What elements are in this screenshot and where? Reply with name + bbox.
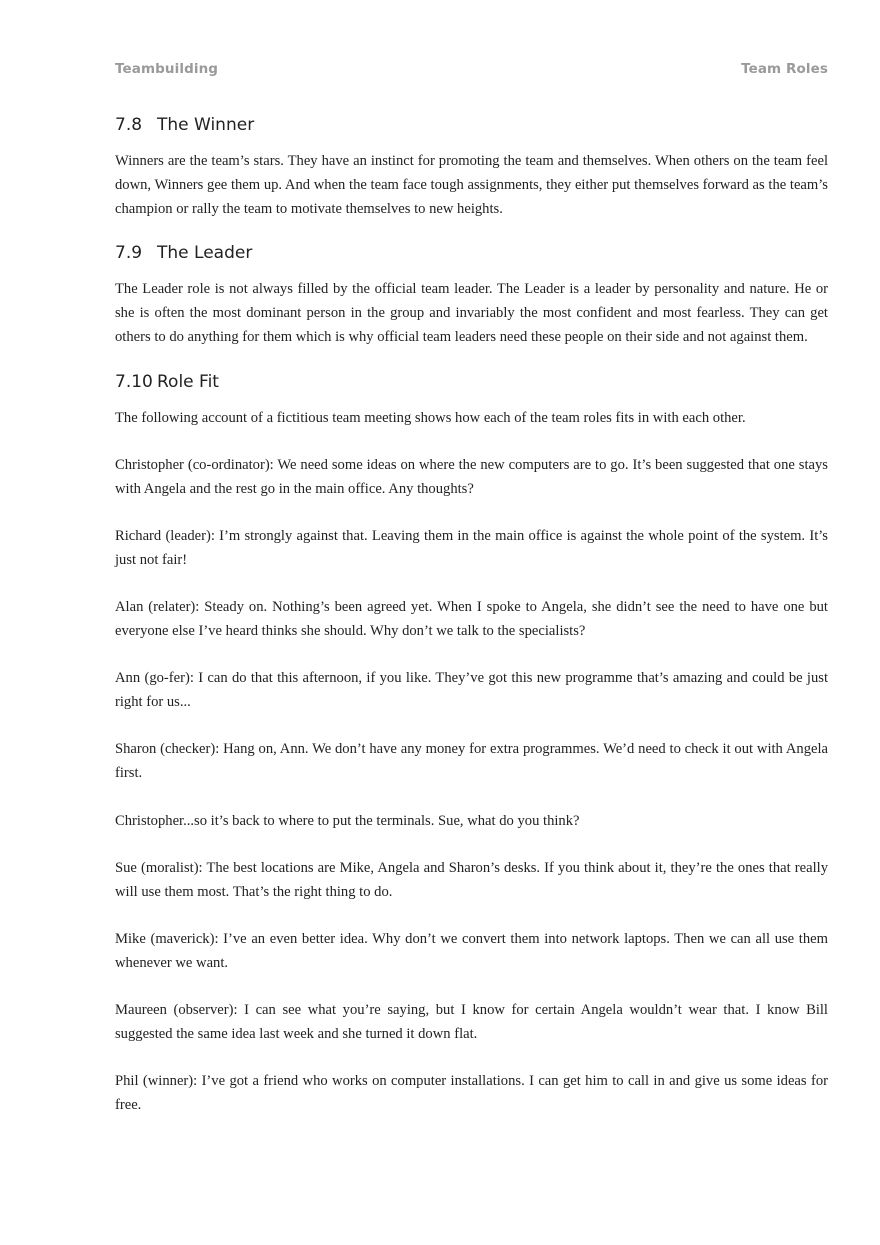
section-heading — [115, 369, 828, 395]
dialog-line: Maureen (observer): I can see what you’re saying, but I know for certain Angela wouldn’t wear that. I know Bill suggested the same idea last week and she turned it down flat. — [115, 1002, 828, 1042]
section-title: The Winner — [157, 115, 255, 135]
header-chapter-title: Team Roles — [741, 61, 828, 77]
section-number: 7.9 — [115, 243, 143, 264]
section-paragraph: The following account of a fictitious team meeting shows how each of the team roles fits in with each other. — [115, 409, 746, 426]
dialog-line: Ann (go-fer): I can do that this afternoon, if you like. They’ve got this new programme that’s amazing and could be just right for us... — [115, 670, 828, 711]
dialog-line: Richard (leader): I’m strongly against that. Leaving them in the main office is against the whole point of the system. It’s just not fair! — [115, 528, 828, 568]
section-heading — [115, 240, 828, 266]
section-paragraph: The Leader role is not always filled by the official team leader. The Leader is a leader by personality and nature. He or she is often the most dominant person in the group and invariably the most confident and most fearless. They can get others to do anything for them which is why official team leaders need these people on their side and not against them. — [115, 281, 828, 345]
dialog-line: Sharon (checker): Hang on, Ann. We don’t have any money for extra programmes. We’d need to check it out with Angela first. — [115, 741, 828, 782]
header-book-title: Teambuilding — [115, 61, 219, 77]
section-heading — [115, 112, 828, 138]
section-title: Role Fit — [157, 371, 219, 392]
dialog-line: Christopher...so it’s back to where to put the terminals. Sue, what do you think? — [115, 812, 580, 829]
section-number: 7.10 — [115, 371, 153, 392]
dialog-line: Christopher (co-ordinator): We need some ideas on where the new computers are to go. It’s been suggested that one stays with Angela and the rest go in the main office. Any thoughts? — [115, 457, 828, 497]
section-paragraph: Winners are the team’s stars. They have an instinct for promoting the team and themselves. When others on the team feel down, Winners gee them up. And when the team face tough assignments, they either put themselves forward as the team’s champion or rally the team to motivate themselves to new heights. — [115, 153, 828, 217]
section-the-winner — [115, 112, 828, 221]
section-number: 7.8 — [115, 115, 143, 135]
dialog-line: Mike (maverick): I’ve an even better idea. Why don’t we convert them into network laptops. Then we can all use them whenever we want. — [115, 930, 828, 971]
section-the-leader — [115, 240, 828, 349]
section-title: The Leader — [157, 243, 253, 264]
running-header — [115, 61, 828, 77]
dialog-line: Phil (winner): I’ve got a friend who works on computer installations. I can get him to call in and give us some ideas for free. — [115, 1073, 828, 1113]
dialog-line: Sue (moralist): The best locations are Mike, Angela and Sharon’s desks. If you think about it, they’re the ones that really will use them most. That’s the right thing to do. — [115, 859, 828, 900]
meeting-dialog — [115, 454, 828, 1118]
dialog-line: Alan (relater): Steady on. Nothing’s been agreed yet. When I spoke to Angela, she didn’t see the need to have one but everyone else I’ve heard thinks she should. Why don’t we talk to the specialists? — [115, 599, 828, 640]
section-role-fit — [115, 369, 828, 1118]
page-content — [115, 112, 828, 1141]
